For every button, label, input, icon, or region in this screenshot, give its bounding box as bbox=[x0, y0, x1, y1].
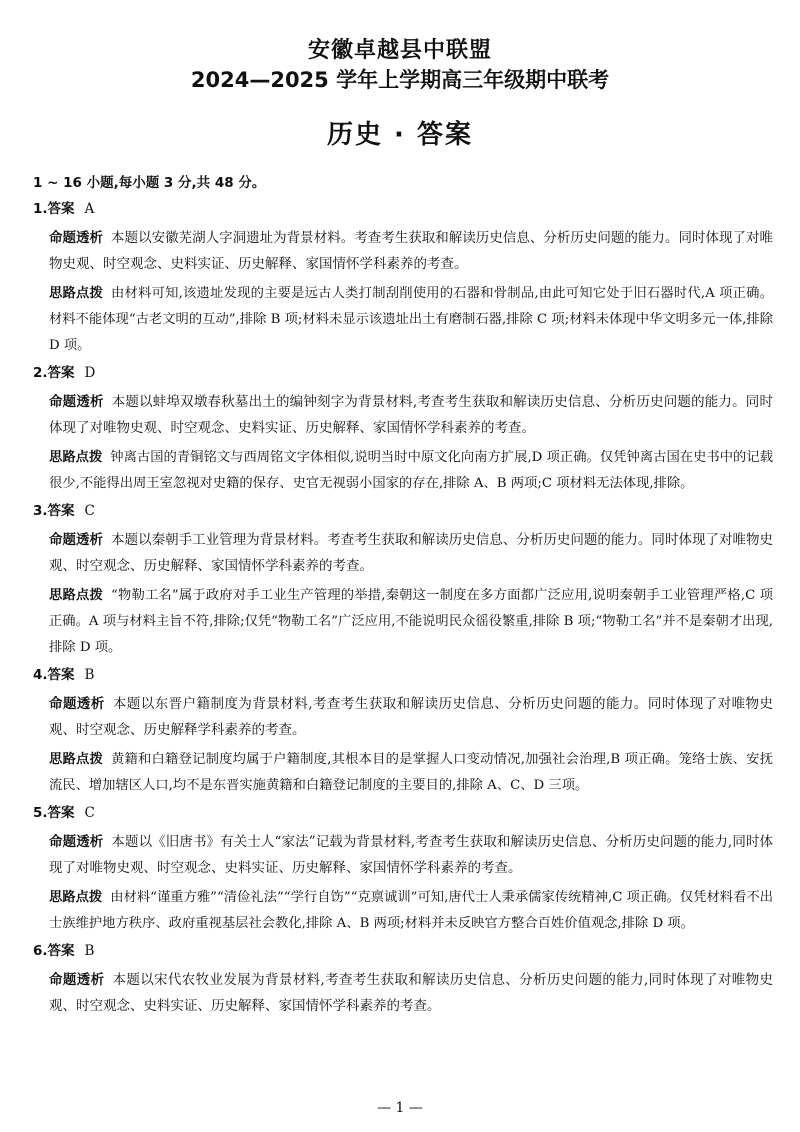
answer-value: B bbox=[84, 667, 95, 683]
answer-value: C bbox=[84, 503, 95, 519]
answer-line bbox=[33, 501, 773, 521]
hint-paragraph bbox=[49, 281, 773, 359]
answer-line bbox=[33, 665, 773, 685]
hint-text: 由材料“谨重方雅”“清俭礼法”“学行自饬”“克禀诚训”可知,唐代士人秉承儒家传统精神,C 项正确。仅凭材料看不出士族维护地方秩序、政府重视基层社会教化,排除 A、B 两项;材料并未反映官方整合百姓价值观念,排除 D 项。 bbox=[49, 890, 773, 931]
analysis-text: 本题以秦朝手工业管理为背景材料。考查考生获取和解读历史信息、分析历史问题的能力。同时体现了对唯物史观、时空观念、历史解释、家国情怀学科素养的考查。 bbox=[49, 532, 774, 574]
answer-content bbox=[33, 173, 773, 1023]
hint-text: 钟离古国的青铜铭文与西周铭文字体相似,说明当时中原文化向南方扩展,D 项正确。仅凭钟离古国在史书中的记载很少,不能得出周王室忽视对史籍的保存、史官无视弱小国家的存在,排除 A、B 两项;C 项材料无法体现,排除。 bbox=[49, 450, 773, 491]
page-number: — 1 — bbox=[377, 1100, 423, 1116]
answer-label: 答案 bbox=[47, 805, 75, 821]
analysis-label: 命题透析 bbox=[49, 696, 105, 712]
analysis-paragraph bbox=[49, 527, 773, 579]
analysis-paragraph bbox=[49, 829, 773, 881]
answer-label: 答案 bbox=[47, 667, 75, 683]
hint-text: 由材料可知,该遗址发现的主要是远古人类打制刮削使用的石器和骨制品,由此可知它处于旧石器时代,A 项正确。材料不能体现“古老文明的互动”,排除 B 项;材料未显示该遗址出土有磨制石器,排除 C 项;材料未体现中华文明多元一体,排除 D 项。 bbox=[49, 286, 773, 353]
analysis-label: 命题透析 bbox=[49, 230, 104, 246]
exam-title: 2024—2025 学年上学期高三年级期中联考 bbox=[190, 68, 610, 92]
hint-paragraph bbox=[49, 747, 773, 799]
answer-line bbox=[33, 363, 773, 383]
question-item bbox=[33, 941, 773, 1019]
analysis-text: 本题以蚌埠双墩春秋墓出土的编钟刻字为背景材料,考查考生获取和解读历史信息、分析历史问题的能力。同时体现了对唯物史观、时空观念、史料实证、历史解释、家国情怀学科素养的考查。 bbox=[49, 394, 773, 436]
analysis-text: 本题以东晋户籍制度为背景材料,考查考生获取和解读历史信息、分析历史问题的能力。同时体现了对唯物史观、时空观念、历史解释学科素养的考查。 bbox=[49, 696, 774, 738]
answer-line bbox=[33, 803, 773, 823]
analysis-label: 命题透析 bbox=[49, 532, 104, 548]
hint-paragraph bbox=[49, 445, 773, 497]
hint-text: “物勒工名”属于政府对手工业生产管理的举措,秦朝这一制度在多方面都广泛应用,说明秦朝手工业管理严格,C 项正确。A 项与材料主旨不符,排除;仅凭“物勒工名”广泛应用,不能说明民众徭役繁重,排除 B 项;“物勒工名”并不是秦朝才出现,排除 D 项。 bbox=[49, 588, 773, 655]
question-list bbox=[33, 199, 773, 1019]
answer-label: 答案 bbox=[47, 365, 75, 381]
answer-value: B bbox=[84, 943, 95, 959]
analysis-text: 本题以安徽芜湖人字洞遗址为背景材料。考查考生获取和解读历史信息、分析历史问题的能力。同时体现了对唯物史观、时空观念、史料实证、历史解释、家国情怀学科素养的考查。 bbox=[49, 230, 774, 272]
answer-label: 答案 bbox=[47, 201, 75, 217]
question-item bbox=[33, 665, 773, 799]
question-number: 5. bbox=[33, 805, 48, 821]
analysis-paragraph bbox=[49, 389, 773, 441]
hint-paragraph bbox=[49, 583, 773, 661]
analysis-paragraph bbox=[49, 967, 773, 1019]
analysis-paragraph bbox=[49, 225, 773, 277]
hint-label: 思路点拨 bbox=[49, 588, 103, 603]
answer-value: C bbox=[84, 805, 95, 821]
question-number: 6. bbox=[33, 943, 48, 959]
question-number: 2. bbox=[33, 365, 48, 381]
question-item bbox=[33, 363, 773, 497]
question-item bbox=[33, 199, 773, 359]
analysis-label: 命题透析 bbox=[49, 972, 105, 988]
question-number: 3. bbox=[33, 503, 48, 519]
question-item bbox=[33, 501, 773, 661]
question-number: 4. bbox=[33, 667, 48, 683]
analysis-label: 命题透析 bbox=[49, 394, 104, 410]
answer-value: D bbox=[84, 365, 96, 381]
subject-title: 历史 · 答案 bbox=[327, 120, 473, 150]
hint-text: 黄籍和白籍登记制度均属于户籍制度,其根本目的是掌握人口变动情况,加强社会治理,B 项正确。笼络士族、安抚流民、增加辖区人口,均不是东晋实施黄籍和白籍登记制度的主要目的,排除 A、C、D 三项。 bbox=[49, 752, 773, 793]
answer-value: A bbox=[84, 201, 95, 217]
answer-label: 答案 bbox=[47, 503, 75, 519]
section-intro: 1 ~ 16 小题,每小题 3 分,共 48 分。 bbox=[33, 175, 266, 191]
hint-label: 思路点拨 bbox=[49, 286, 104, 301]
answer-line bbox=[33, 941, 773, 961]
hint-label: 思路点拨 bbox=[49, 450, 103, 465]
question-item bbox=[33, 803, 773, 937]
question-number: 1. bbox=[33, 201, 48, 217]
answer-label: 答案 bbox=[47, 943, 75, 959]
analysis-text: 本题以《旧唐书》有关士人“家法”记载为背景材料,考查考生获取和解读历史信息、分析历史问题的能力,同时体现了对唯物史观、时空观念、史料实证、历史解释、家国情怀学科素养的考查。 bbox=[49, 834, 774, 876]
answer-line bbox=[33, 199, 773, 219]
hint-label: 思路点拨 bbox=[49, 752, 104, 767]
analysis-paragraph bbox=[49, 691, 773, 743]
hint-paragraph bbox=[49, 885, 773, 937]
hint-label: 思路点拨 bbox=[49, 890, 103, 905]
organization-title: 安徽卓越县中联盟 bbox=[307, 38, 492, 63]
analysis-text: 本题以宋代农牧业发展为背景材料,考查考生获取和解读历史信息、分析历史问题的能力,同时体现了对唯物史观、时空观念、史料实证、历史解释、家国情怀学科素养的考查。 bbox=[49, 972, 774, 1014]
analysis-label: 命题透析 bbox=[49, 834, 104, 850]
